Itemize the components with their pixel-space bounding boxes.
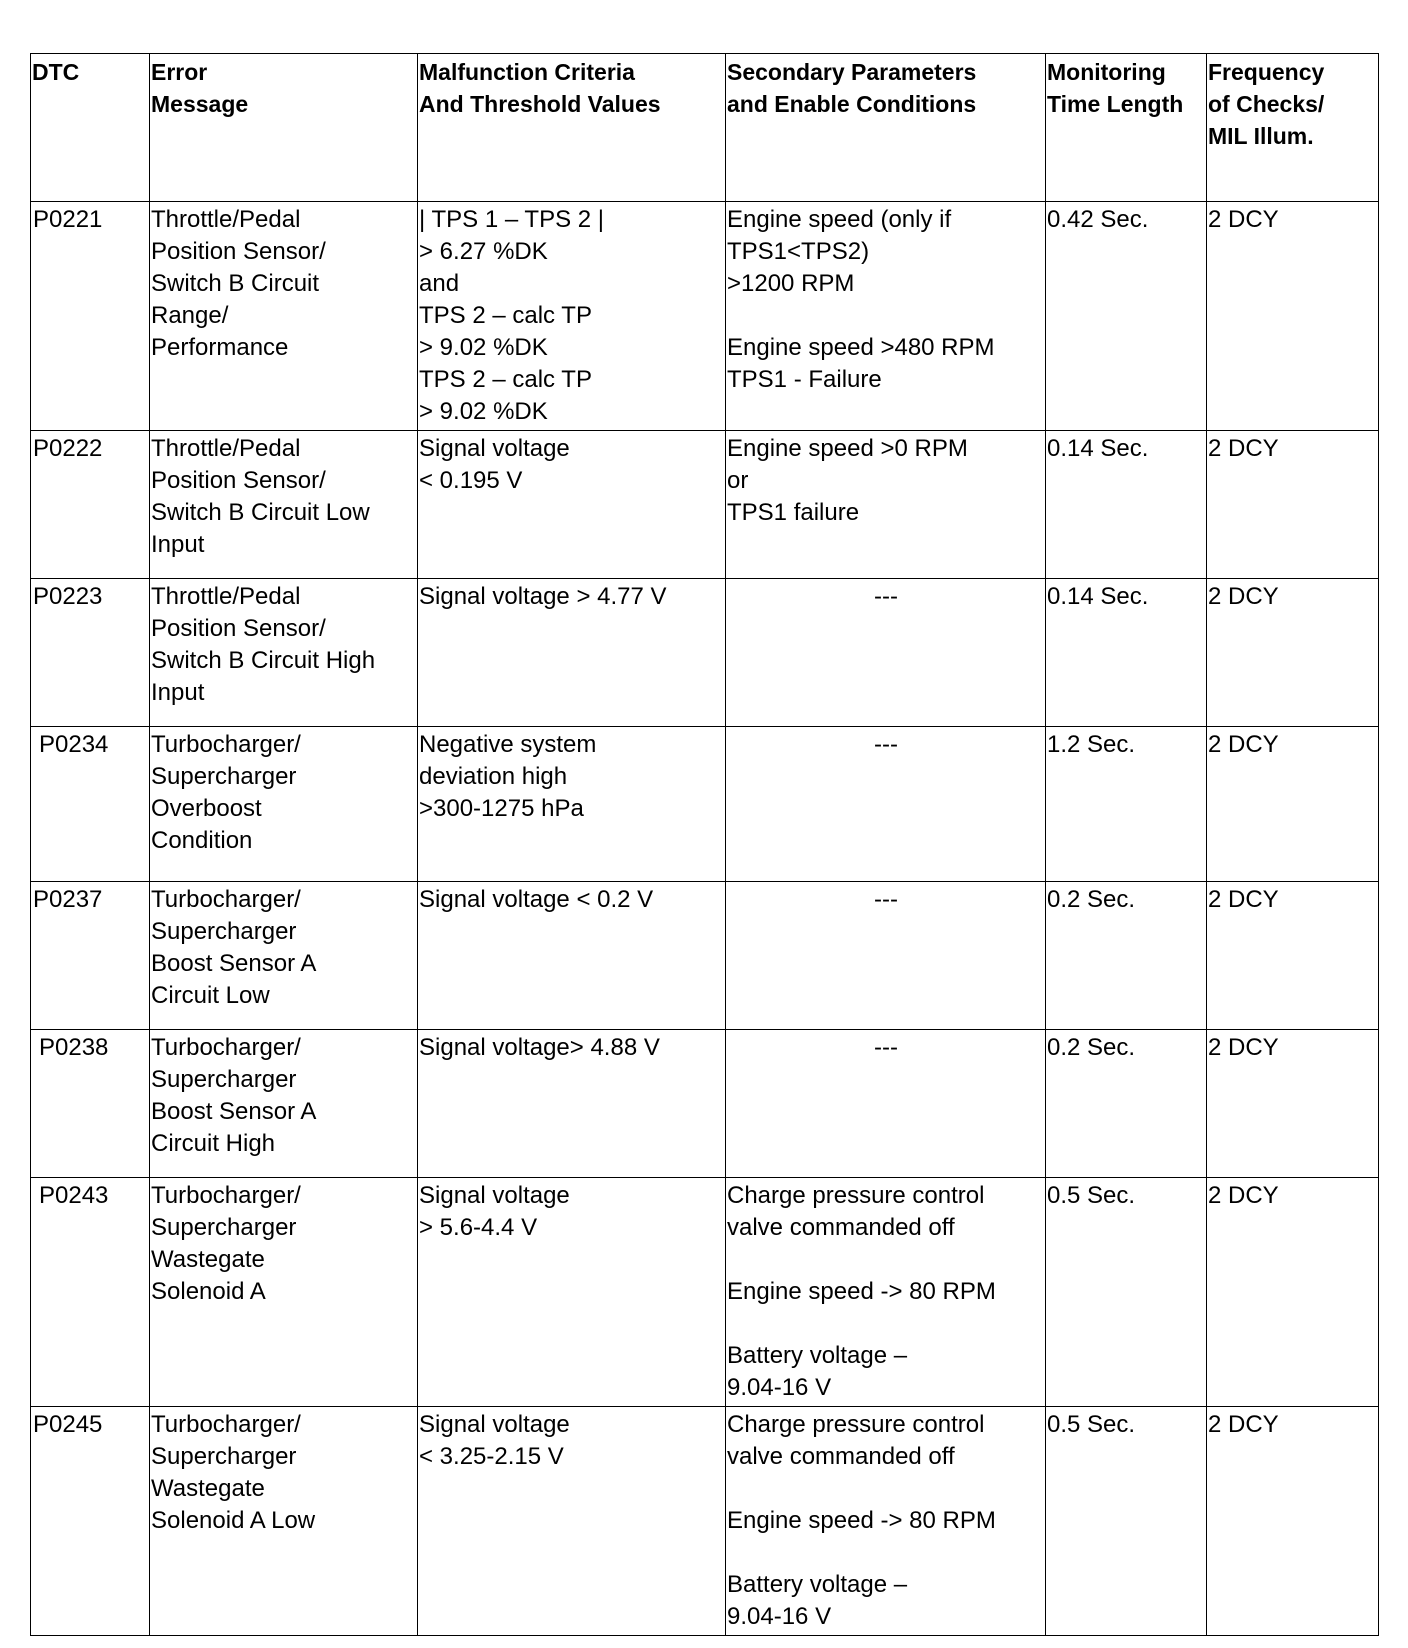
error-message: Throttle/Pedal Position Sensor/ Switch B Circuit Range/ Performance [150, 202, 418, 431]
malfunction-criteria: Signal voltage < 3.25-2.15 V [418, 1407, 726, 1636]
secondary-parameters: --- [726, 727, 1046, 882]
header-dtc: DTC [31, 54, 150, 202]
error-message: Turbocharger/ Supercharger Wastegate Solenoid A Low [150, 1407, 418, 1636]
malfunction-criteria: Signal voltage> 4.88 V [418, 1030, 726, 1178]
malfunction-criteria: Signal voltage > 5.6-4.4 V [418, 1178, 726, 1407]
header-monitoring-time: Monitoring Time Length [1046, 54, 1207, 202]
table-header-row [31, 54, 1379, 202]
secondary-parameters: Engine speed >0 RPM or TPS1 failure [726, 431, 1046, 579]
dtc-code: P0222 [31, 431, 150, 579]
frequency: 2 DCY [1207, 202, 1379, 431]
dtc-table-container [30, 53, 1378, 1636]
dtc-code: P0238 [31, 1030, 150, 1178]
error-message: Turbocharger/ Supercharger Wastegate Solenoid A [150, 1178, 418, 1407]
monitoring-time: 0.14 Sec. [1046, 579, 1207, 727]
header-error-message: Error Message [150, 54, 418, 202]
header-frequency: Frequency of Checks/ MIL Illum. [1207, 54, 1379, 202]
monitoring-time: 0.14 Sec. [1046, 431, 1207, 579]
malfunction-criteria: Signal voltage > 4.77 V [418, 579, 726, 727]
secondary-parameters: --- [726, 1030, 1046, 1178]
frequency: 2 DCY [1207, 1030, 1379, 1178]
error-message: Throttle/Pedal Position Sensor/ Switch B Circuit Low Input [150, 431, 418, 579]
table-row [31, 431, 1379, 579]
header-secondary-parameters: Secondary Parameters and Enable Conditions [726, 54, 1046, 202]
error-message: Turbocharger/ Supercharger Boost Sensor A Circuit Low [150, 882, 418, 1030]
secondary-parameters: --- [726, 579, 1046, 727]
dtc-code: P0234 [31, 727, 150, 882]
dtc-code: P0243 [31, 1178, 150, 1407]
table-row [31, 882, 1379, 1030]
error-message: Turbocharger/ Supercharger Boost Sensor A Circuit High [150, 1030, 418, 1178]
frequency: 2 DCY [1207, 1178, 1379, 1407]
secondary-parameters: Charge pressure control valve commanded off Engine speed -> 80 RPM Battery voltage – 9.04-16 V [726, 1178, 1046, 1407]
monitoring-time: 1.2 Sec. [1046, 727, 1207, 882]
table-row [31, 579, 1379, 727]
malfunction-criteria: Negative system deviation high >300-1275 hPa [418, 727, 726, 882]
secondary-parameters: --- [726, 882, 1046, 1030]
frequency: 2 DCY [1207, 431, 1379, 579]
dtc-code: P0245 [31, 1407, 150, 1636]
header-malfunction-criteria: Malfunction Criteria And Threshold Values [418, 54, 726, 202]
dtc-code: P0237 [31, 882, 150, 1030]
secondary-parameters: Engine speed (only if TPS1<TPS2) >1200 RPM Engine speed >480 RPM TPS1 - Failure [726, 202, 1046, 431]
secondary-parameters: Charge pressure control valve commanded off Engine speed -> 80 RPM Battery voltage – 9.04-16 V [726, 1407, 1046, 1636]
monitoring-time: 0.42 Sec. [1046, 202, 1207, 431]
frequency: 2 DCY [1207, 579, 1379, 727]
frequency: 2 DCY [1207, 1407, 1379, 1636]
error-message: Throttle/Pedal Position Sensor/ Switch B Circuit High Input [150, 579, 418, 727]
monitoring-time: 0.5 Sec. [1046, 1407, 1207, 1636]
monitoring-time: 0.2 Sec. [1046, 1030, 1207, 1178]
frequency: 2 DCY [1207, 882, 1379, 1030]
malfunction-criteria: | TPS 1 – TPS 2 | > 6.27 %DK and TPS 2 – calc TP > 9.02 %DK TPS 2 – calc TP > 9.02 %DK [418, 202, 726, 431]
table-row [31, 1178, 1379, 1407]
table-row [31, 1030, 1379, 1178]
dtc-code: P0223 [31, 579, 150, 727]
frequency: 2 DCY [1207, 727, 1379, 882]
malfunction-criteria: Signal voltage < 0.195 V [418, 431, 726, 579]
malfunction-criteria: Signal voltage < 0.2 V [418, 882, 726, 1030]
monitoring-time: 0.2 Sec. [1046, 882, 1207, 1030]
dtc-code: P0221 [31, 202, 150, 431]
error-message: Turbocharger/ Supercharger Overboost Condition [150, 727, 418, 882]
dtc-table [30, 53, 1379, 1636]
table-row [31, 1407, 1379, 1636]
table-row [31, 202, 1379, 431]
table-row [31, 727, 1379, 882]
monitoring-time: 0.5 Sec. [1046, 1178, 1207, 1407]
